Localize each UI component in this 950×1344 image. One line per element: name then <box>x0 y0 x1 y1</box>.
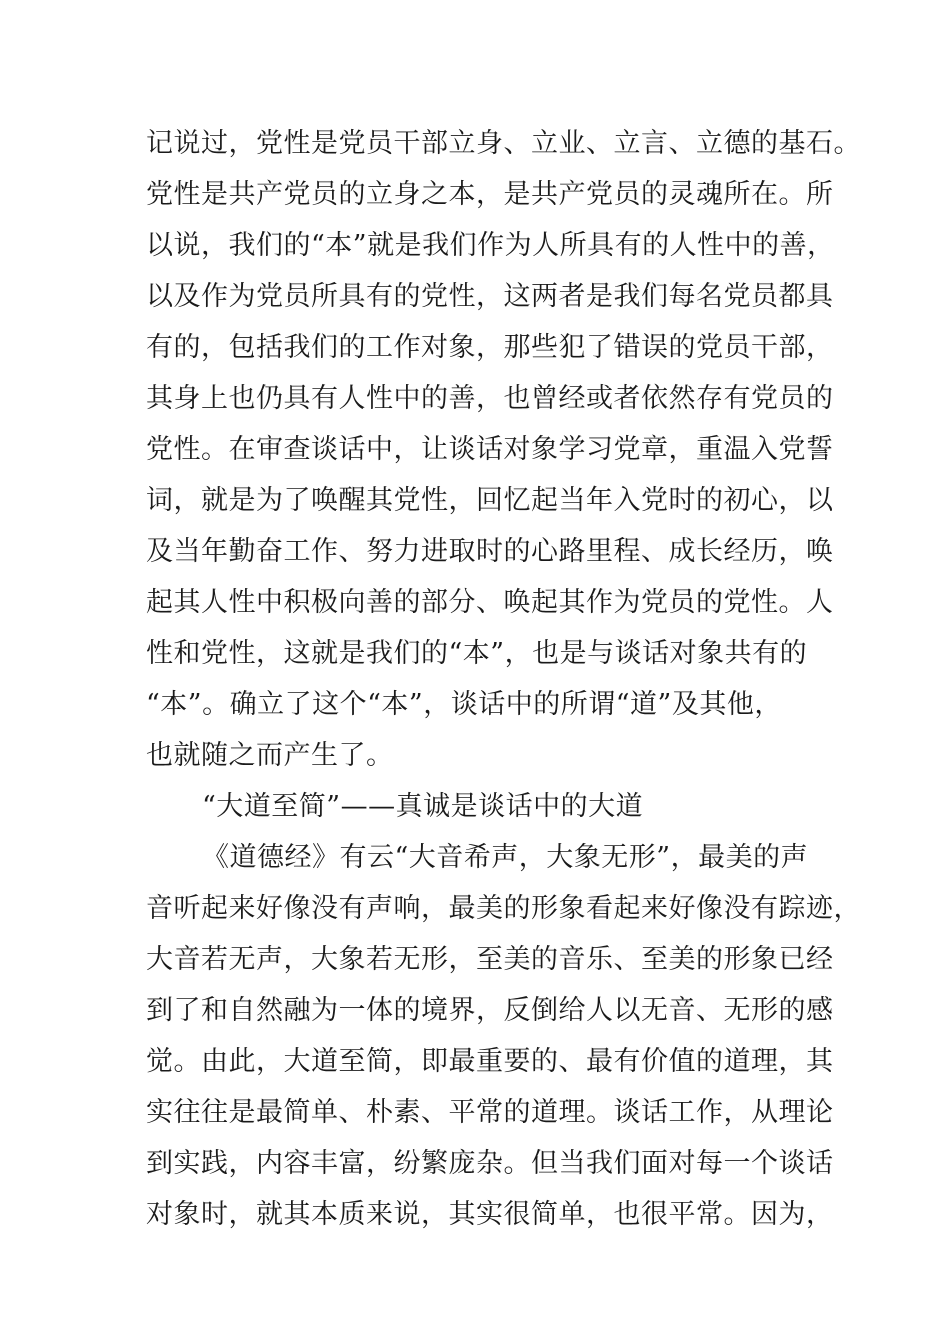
text-line: 以及作为党员所具有的党性，这两者是我们每名党员都具 <box>146 281 834 312</box>
text-line: 及当年勤奋工作、努力进取时的心路里程、成长经历，唤 <box>146 536 834 567</box>
text-line: 也就随之而产生了。 <box>146 740 394 771</box>
text-line: 记说过，党性是党员干部立身、立业、立言、立德的基石。 <box>146 128 861 159</box>
text-line: 到实践，内容丰富，纷繁庞杂。但当我们面对每一个谈话 <box>146 1148 834 1179</box>
text-line: 大音若无声，大象若无形，至美的音乐、至美的形象已经 <box>146 944 834 975</box>
text-line: 性和党性，这就是我们的“本”，也是与谈话对象共有的 <box>146 638 808 669</box>
body-text <box>146 118 861 1240</box>
text-line: 起其人性中积极向善的部分、唤起其作为党员的党性。人 <box>146 587 834 618</box>
text-line: 实往往是最简单、朴素、平常的道理。谈话工作，从理论 <box>146 1097 834 1128</box>
text-line: 觉。由此，大道至简，即最重要的、最有价值的道理，其 <box>146 1046 834 1077</box>
text-line: 到了和自然融为一体的境界，反倒给人以无音、无形的感 <box>146 995 834 1026</box>
text-line: 对象时，就其本质来说，其实很简单，也很平常。因为， <box>146 1199 834 1230</box>
text-line: 以说，我们的“本”就是我们作为人所具有的人性中的善， <box>146 230 835 261</box>
text-line: 词，就是为了唤醒其党性，回忆起当年入党时的初心，以 <box>146 485 834 516</box>
section-heading: “大道至简”——真诚是谈话中的大道 <box>202 791 644 822</box>
text-line: 党性。在审查谈话中，让谈话对象学习党章，重温入党誓 <box>146 434 834 465</box>
text-line: 音听起来好像没有声响，最美的形象看起来好像没有踪迹， <box>146 893 861 924</box>
text-line: “本”。确立了这个“本”，谈话中的所谓“道”及其他， <box>146 689 782 720</box>
text-line: 有的，包括我们的工作对象，那些犯了错误的党员干部， <box>146 332 834 363</box>
text-line: 其身上也仍具有人性中的善，也曾经或者依然存有党员的 <box>146 383 834 414</box>
text-line: 党性是共产党员的立身之本，是共产党员的灵魂所在。所 <box>146 179 834 210</box>
paragraph-first-line: 《道德经》有云“大音希声，大象无形”，最美的声 <box>202 842 809 873</box>
